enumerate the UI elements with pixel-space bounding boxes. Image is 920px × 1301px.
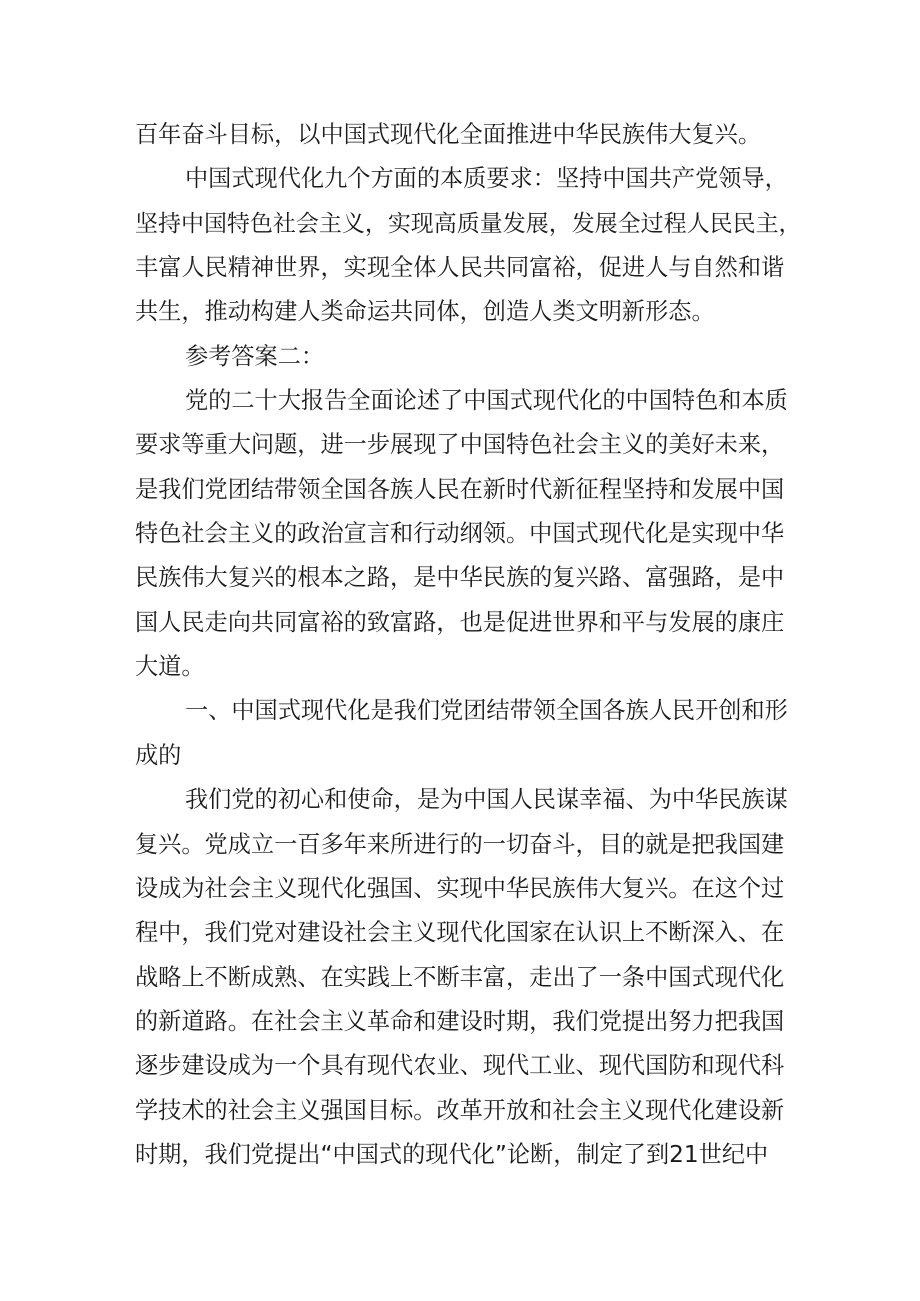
text-line: 民族伟大复兴的根本之路，是中华民族的复兴路、富强路，是中 <box>135 564 785 592</box>
text-line: 百年奋斗目标，以中国式现代化全面推进中华民族伟大复兴。 <box>135 121 762 148</box>
text-line: 党的二十大报告全面论述了中国式现代化的中国特色和本质 <box>185 387 788 415</box>
text-line: 参考答案二： <box>185 342 325 370</box>
text-line: 的新道路。在社会主义革命和建设时期，我们党提出努力把我国 <box>135 1007 785 1035</box>
document-page <box>135 113 802 1177</box>
text-line: 坚持中国特色社会主义，实现高质量发展，发展全过程人民民主， <box>135 210 802 237</box>
text-line: 共生，推动构建人类命运共同体，创造人类文明新形态。 <box>135 298 715 326</box>
text-line: 学技术的社会主义强国目标。改革开放和社会主义现代化建设新 <box>135 1096 785 1124</box>
text-line: 我们党的初心和使命，是为中国人民谋幸福、为中华民族谋 <box>185 786 788 814</box>
text-line: 大道。 <box>135 653 205 681</box>
text-line: 国人民走向共同富裕的致富路，也是促进世界和平与发展的康庄 <box>135 608 785 636</box>
text-line: 成的 <box>135 741 182 769</box>
text-line: 是我们党团结带领全国各族人民在新时代新征程坚持和发展中国 <box>135 475 785 503</box>
text-line: 逐步建设成为一个具有现代农业、现代工业、现代国防和现代科 <box>135 1052 785 1080</box>
text-line: 丰富人民精神世界，实现全体人民共同富裕，促进人与自然和谐 <box>135 254 785 282</box>
text-line: 要求等重大问题，进一步展现了中国特色社会主义的美好未来， <box>135 431 785 459</box>
text-line: 设成为社会主义现代化强国、实现中华民族伟大复兴。在这个过 <box>135 874 785 902</box>
text-line: 复兴。党成立一百多年来所进行的一切奋斗，目的就是把我国建 <box>135 830 785 858</box>
text-line: 特色社会主义的政治宣言和行动纲领。中国式现代化是实现中华 <box>135 520 785 548</box>
text-line: 中国式现代化九个方面的本质要求：坚持中国共产党领导， <box>185 165 788 193</box>
text-line: 一、中国式现代化是我们党团结带领全国各族人民开创和形 <box>185 697 788 725</box>
text-line: 战略上不断成熟、在实践上不断丰富，走出了一条中国式现代化 <box>135 963 785 991</box>
text-line: 程中，我们党对建设社会主义现代化国家在认识上不断深入、在 <box>135 919 785 947</box>
text-line: 时期，我们党提出“中国式的现代化”论断，制定了到21世纪中 <box>135 1140 769 1168</box>
